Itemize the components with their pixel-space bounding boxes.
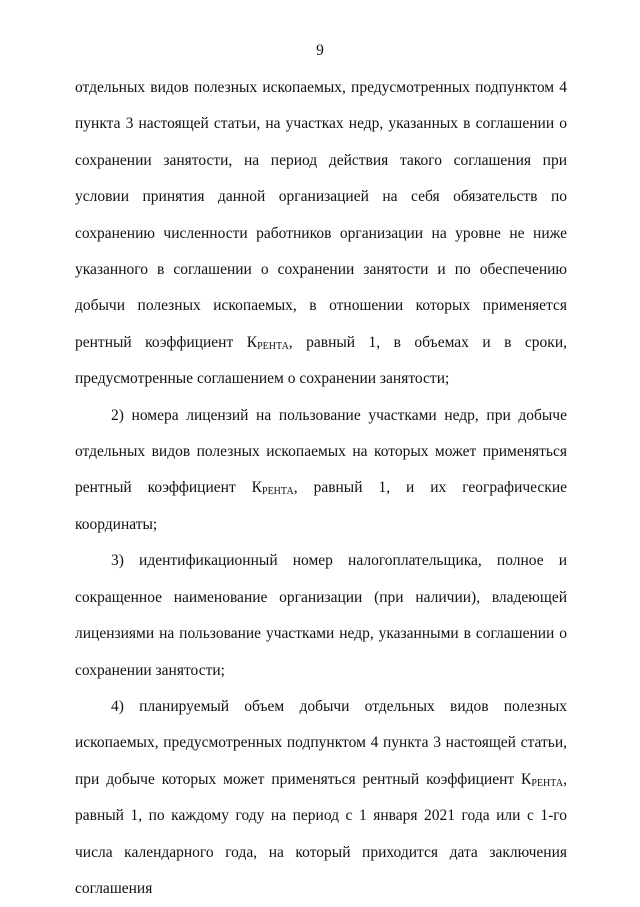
list-item-4 (75, 689, 567, 907)
paragraph-text: номера лицензий на пользование участками недр, при добыче отдельных видов полезных ископаемых на которых может применяться рентный коэффициент (75, 406, 567, 497)
paragraph-continuation (75, 70, 567, 398)
rent-coefficient-symbol: $К_{РЕНТА}$ (246, 333, 289, 352)
list-item-number: 3) (111, 552, 140, 570)
paragraph-text: планируемый объем добычи отдельных видов полезных ископаемых, предусмотренных подпунктом 4 пункта 3 настоящей статьи, при добыче которых может применяться рентный коэффициент (75, 697, 567, 788)
page-number: 9 (316, 42, 324, 59)
paragraph-text: отдельных видов полезных ископаемых, предусмотренных подпунктом 4 пункта 3 настоящей статьи, на участках недр, указанных в соглашении о сохранении занятости, на период действия такого соглашения при условии принятия данной организацией на себя обязательств по сохранению численности работников организации на уровне не ниже указанного в соглашении о сохранении занятости и по обеспечению добычи полезных ископаемых, в отношении которых применяется рентный коэффициент (75, 79, 567, 351)
rent-coefficient-symbol: $К_{РЕНТА}$ (521, 770, 564, 789)
list-item-number: 4) (111, 697, 140, 715)
list-item-3 (75, 543, 567, 689)
rent-coefficient-symbol: $К_{РЕНТА}$ (251, 479, 294, 498)
paragraph-text: , равный 1, в объемах и в сроки, предусмотренные соглашением о сохранении занятости; (75, 333, 567, 388)
list-item-2 (75, 398, 567, 544)
paragraph-text: идентификационный номер налогоплательщика, полное и сокращенное наименование организации (при наличии), владеющей лицензиями на пользование участками недр, указанными в соглашении о сохранении занятости; (75, 552, 567, 679)
document-body (75, 70, 567, 907)
paragraph-text: , равный 1, и их географические координаты; (75, 479, 568, 533)
list-item-number: 2) (111, 406, 132, 424)
paragraph-text: , равный 1, по каждому году на период с 1 января 2021 года или с 1-го числа календарного года, на который приходится дата заключения соглашения (75, 770, 567, 897)
